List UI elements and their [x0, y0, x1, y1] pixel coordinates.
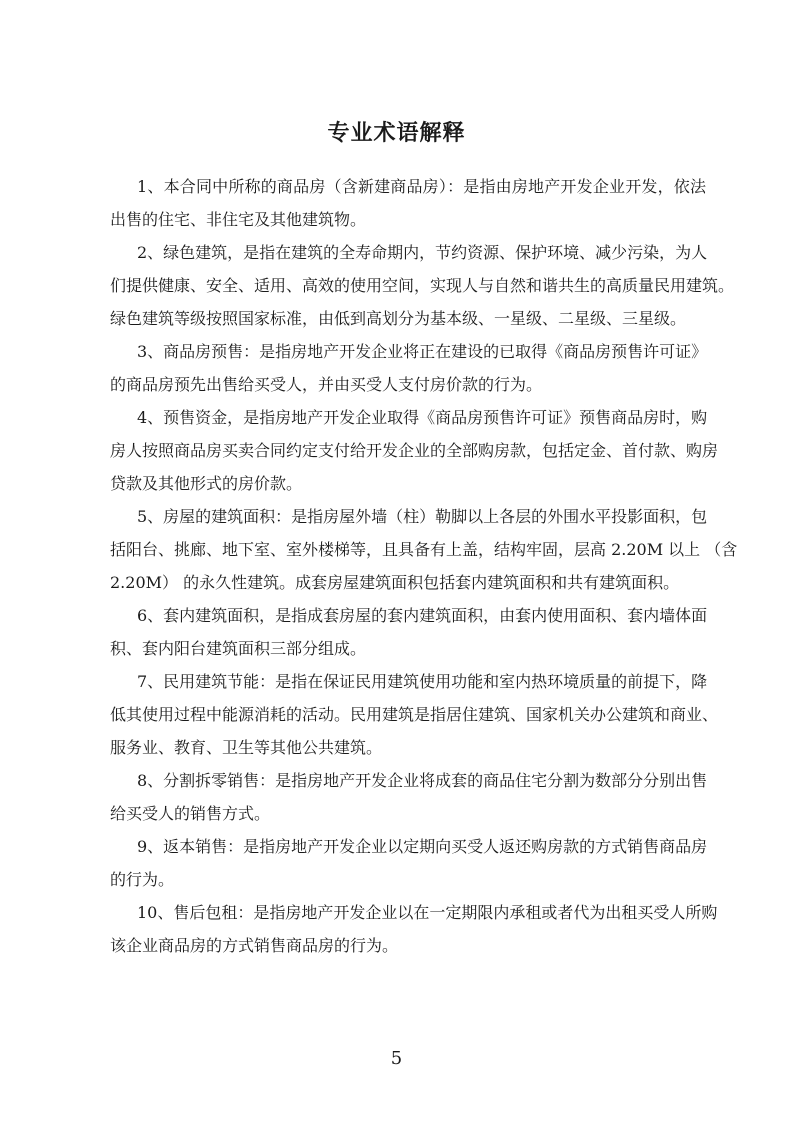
paragraph-line: 括阳台、挑廊、地下室、室外楼梯等，且具备有上盖，结构牢固，层高 2.20M 以上 （含 [110, 540, 738, 559]
term-paragraph [110, 170, 706, 236]
term-paragraph [110, 665, 719, 764]
paragraph-line: 们提供健康、安全、适用、高效的使用空间，实现人与自然和谐共生的高质量民用建筑。 [110, 276, 735, 295]
term-paragraph [110, 764, 706, 830]
term-paragraph [110, 335, 706, 401]
paragraph-line: 10、售后包租：是指房地产开发企业以在一定期限内承租或者代为出租买受人所购 [137, 903, 718, 922]
paragraph-line: 房人按照商品房买卖合同约定支付给开发企业的全部购房款，包括定金、首付款、购房 [110, 441, 719, 460]
paragraph-line: 1、本合同中所称的商品房（含新建商品房）：是指由房地产开发企业开发，依法 [137, 177, 706, 196]
paragraph-line: 该企业商品房的方式销售商品房的行为。 [110, 936, 399, 955]
term-paragraph [110, 500, 738, 599]
paragraph-line: 的行为。 [110, 870, 175, 889]
term-paragraph [110, 830, 706, 896]
paragraph-line: 6、套内建筑面积，是指成套房屋的套内建筑面积，由套内使用面积、套内墙体面 [137, 606, 708, 625]
paragraph-line: 贷款及其他形式的房价款。 [110, 474, 303, 493]
page-number: 5 [390, 1048, 403, 1069]
paragraph-line: 3、商品房预售：是指房地产开发企业将正在建设的已取得《商品房预售许可证》 [137, 342, 708, 361]
term-paragraph [110, 401, 719, 500]
paragraph-line: 积、套内阳台建筑面积三部分组成。 [110, 639, 367, 658]
paragraph-line: 4、预售资金，是指房地产开发企业取得《商品房预售许可证》预售商品房时，购 [137, 408, 708, 427]
paragraph-line: 2.20M） 的永久性建筑。成套房屋建筑面积包括套内建筑面积和共有建筑面积。 [110, 573, 680, 592]
page-title: 专业术语解释 [327, 120, 466, 146]
paragraph-line: 8、分割拆零销售：是指房地产开发企业将成套的商品住宅分割为数部分分别出售 [137, 771, 708, 790]
paragraph-line: 出售的住宅、非住宅及其他建筑物。 [110, 210, 367, 229]
paragraph-line: 低其使用过程中能源消耗的活动。民用建筑是指居住建筑、国家机关办公建筑和商业、 [110, 705, 719, 724]
paragraph-line: 的商品房预先出售给买受人，并由买受人支付房价款的行为。 [110, 375, 543, 394]
paragraph-line: 2、绿色建筑，是指在建筑的全寿命期内，节约资源、保护环境、减少污染，为人 [137, 243, 708, 262]
term-paragraph [110, 896, 718, 962]
paragraph-line: 7、民用建筑节能：是指在保证民用建筑使用功能和室内热环境质量的前提下，降 [137, 672, 708, 691]
paragraph-line: 服务业、教育、卫生等其他公共建筑。 [110, 738, 383, 757]
term-paragraph [110, 236, 735, 335]
term-paragraph [110, 599, 706, 665]
paragraph-line: 给买受人的销售方式。 [110, 804, 271, 823]
paragraph-line: 5、房屋的建筑面积：是指房屋外墙（柱）勒脚以上各层的外围水平投影面积，包 [137, 507, 708, 526]
paragraph-line: 绿色建筑等级按照国家标准，由低到高划分为基本级、一星级、二星级、三星级。 [110, 309, 687, 328]
paragraph-line: 9、返本销售：是指房地产开发企业以定期向买受人返还购房款的方式销售商品房 [137, 837, 708, 856]
document-body [110, 170, 738, 962]
